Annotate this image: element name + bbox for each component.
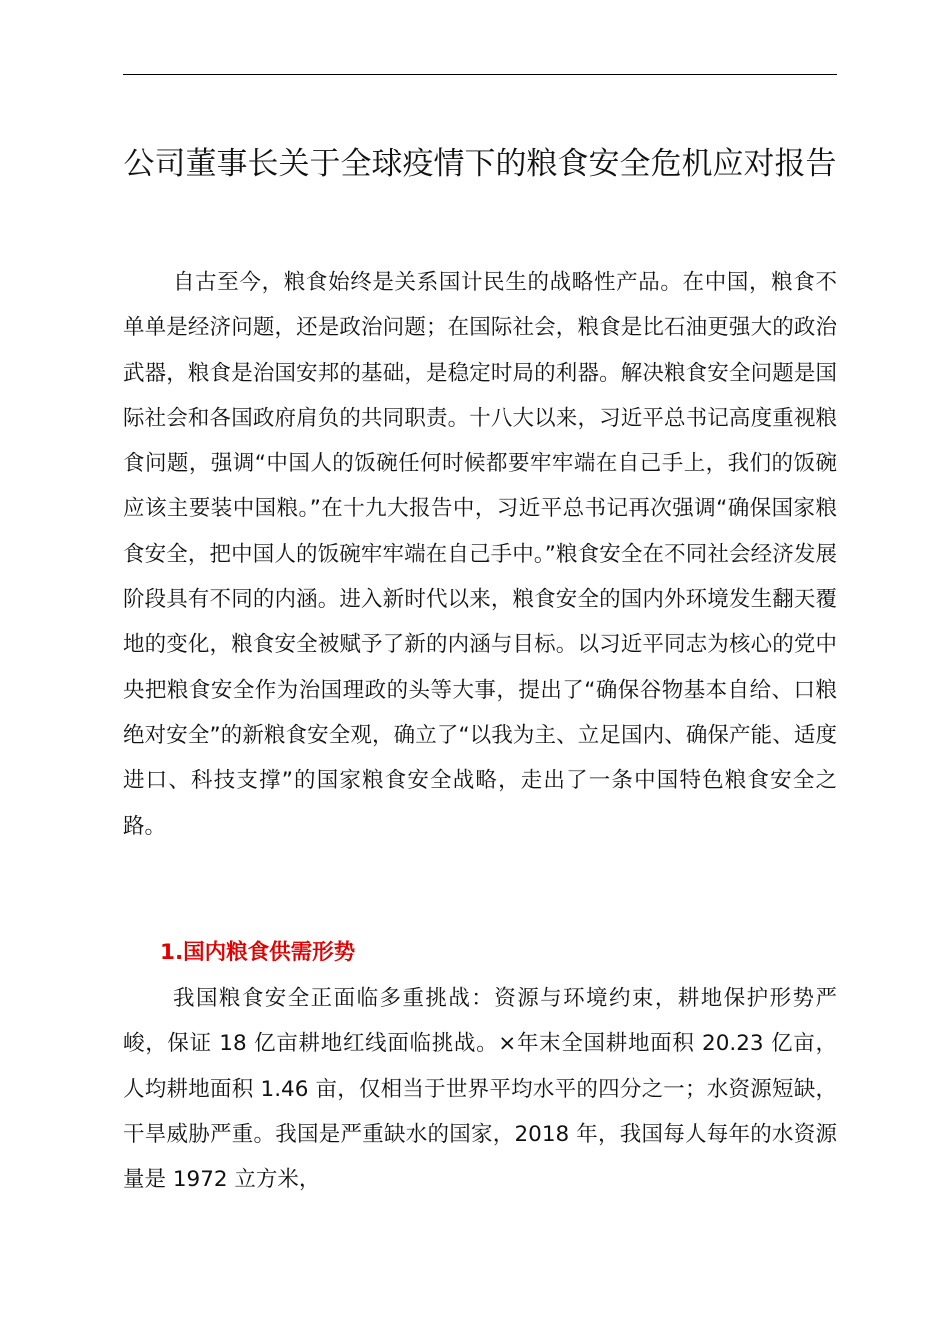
- intro-paragraph: 自古至今，粮食始终是关系国计民生的战略性产品。在中国，粮食不单单是经济问题，还是政治问题；在国际社会，粮食是比石油更强大的政治武器，粮食是治国安邦的基础，是稳定时局的利器。解决粮食安全问题是国际社会和各国政府肩负的共同职责。十八大以来，习近平总书记高度重视粮食问题，强调“中国人的饭碗任何时候都要牢牢端在自己手上，我们的饭碗应该主要装中国粮。”在十九大报告中，习近平总书记再次强调“确保国家粮食安全，把中国人的饭碗牢牢端在自己手中。”粮食安全在不同社会经济发展阶段具有不同的内涵。进入新时代以来，粮食安全的国内外环境发生翻天覆地的变化，粮食安全被赋予了新的内涵与目标。以习近平同志为核心的党中央把粮食安全作为治国理政的头等大事，提出了“确保谷物基本自给、口粮绝对安全”的新粮食安全观，确立了“以我为主、立足国内、确保产能、适度进口、科技支撑”的国家粮食安全战略，走出了一条中国特色粮食安全之路。: [123, 270, 837, 839]
- section-paragraph: 我国粮食安全正面临多重挑战：资源与环境约束，耕地保护形势严峻，保证 18 亿亩耕地红线面临挑战。×年末全国耕地面积 20.23 亿亩，人均耕地面积 1.46 亩，仅相当于世界平均水平的四分之一；水资源短缺，干旱威胁严重。我国是严重缺水的国家，2018 年，我国每人每年的水资源量是 1972 立方米，: [123, 986, 837, 1193]
- document-title: 公司董事长关于全球疫情下的粮食安全危机应对报告: [123, 146, 837, 182]
- section-heading: 1.国内粮食供需形势: [160, 940, 356, 965]
- top-rule: [123, 74, 837, 75]
